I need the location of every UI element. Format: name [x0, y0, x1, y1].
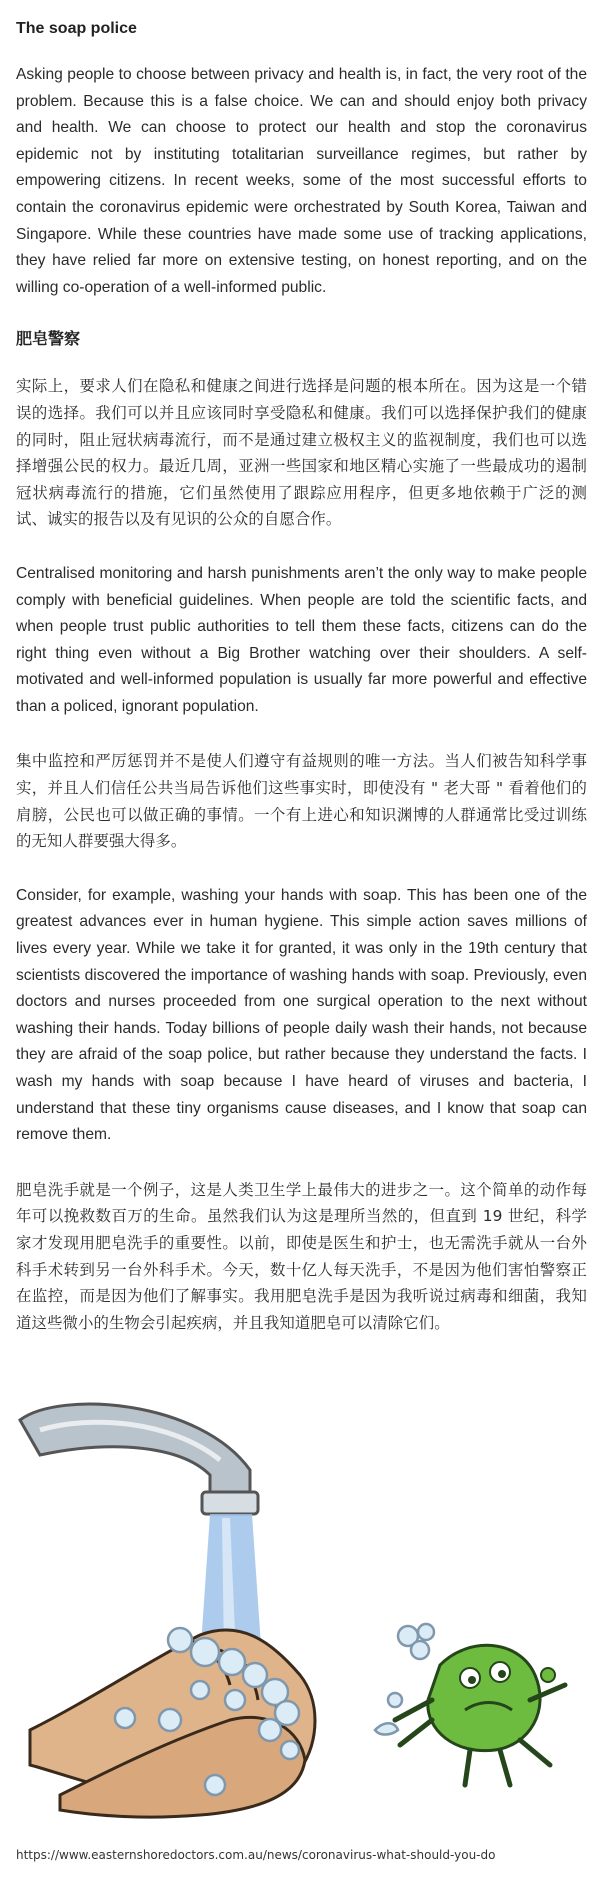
- handwashing-illustration: [0, 1400, 601, 1840]
- paragraph-zh-1: 实际上，要求人们在隐私和健康之间进行选择是问题的根本所在。因为这是一个错误的选择。我们可以并且应该同时享受隐私和健康。我们可以选择保护我们的健康的同时，阻止冠状病毒流行，而不是通过建立极权主义的监视制度，我们也可以选择增强公民的权力。最近几周，亚洲一些国家和地区精心实施了一些最成功的遏制冠状病毒流行的措施，它们虽然使用了跟踪应用程序，但更多地依赖于广泛的测试、诚实的报告以及有见识的公众的自愿合作。: [16, 377, 587, 529]
- heading-en: The soap police: [16, 20, 137, 37]
- handwashing-illustration-svg: [0, 1400, 601, 1840]
- paragraph-en-1: Asking people to choose between privacy and health is, in fact, the very root of the problem. Because this is a false choice. We can and should enjoy both privacy and health. We can choose to protect our health and stop the coronavirus epidemic not by instituting totalitarian surveillance regimes, but rather by empowering citizens. In recent weeks, some of the most successful efforts to contain the coronavirus epidemic were orchestrated by South Korea, Taiwan and Singapore. While these countries have made some use of tracking applications, they have relied far more on extensive testing, on honest reporting, and on the willing co-operation of a well-informed public.: [16, 66, 587, 296]
- source-url: https://www.easternshoredoctors.com.au/news/coronavirus-what-should-you-do: [16, 1848, 496, 1862]
- paragraph-en-2: Centralised monitoring and harsh punishments aren’t the only way to make people comply with beneficial guidelines. When people are told the scientific facts, and when people trust public authorities to tell them these facts, citizens can do the right thing even without a Big Brother watching over their shoulders. A self-motivated and well-informed population is usually far more powerful and effective than a policed, ignorant population.: [16, 564, 587, 715]
- article: [16, 18, 587, 1364]
- germ-icon: [395, 1645, 565, 1785]
- paragraph-zh-2: 集中监控和严厉惩罚并不是使人们遵守有益规则的唯一方法。当人们被告知科学事实，并且人们信任公共当局告诉他们这些事实时，即使没有 " 老大哥 " 看着他们的肩膀，公民也可以做正确的事情。一个有上进心和知识渊博的人群通常比受过训练的无知人群要强大得多。: [16, 752, 587, 851]
- heading-zh: 肥皂警察: [16, 331, 81, 349]
- paragraph-en-3: Consider, for example, washing your hands with soap. This has been one of the greatest advances ever in human hygiene. This simple action saves millions of lives every year. While we take it for granted, it was only in the 19th century that scientists discovered the importance of washing hands with soap. Previously, even doctors and nurses proceeded from one surgical operation to the next without washing their hands. Today billions of people daily wash their hands, not because they are afraid of the soap police, but rather because they understand the facts. I wash my hands with soap because I have heard of viruses and bacteria, I understand that these tiny organisms cause diseases, and I know that soap can remove them.: [16, 886, 587, 1144]
- germ-bubbles: [375, 1624, 434, 1735]
- faucet-icon: [20, 1404, 258, 1514]
- paragraph-zh-3: 肥皂洗手就是一个例子，这是人类卫生学上最伟大的进步之一。这个简单的动作每年可以挽救数百万的生命。虽然我们认为这是理所当然的，但直到 19 世纪，科学家才发现用肥皂洗手的重要性。以前，即使是医生和护士，也无需洗手就从一台外科手术转到另一台外科手术。今天，数十亿人每天洗手，不是因为他们害怕警察正在监控，而是因为他们了解事实。我用肥皂洗手是因为我听说过病毒和细菌，我知道这些微小的生物会引起疾病，并且我知道肥皂可以清除它们。: [16, 1180, 587, 1332]
